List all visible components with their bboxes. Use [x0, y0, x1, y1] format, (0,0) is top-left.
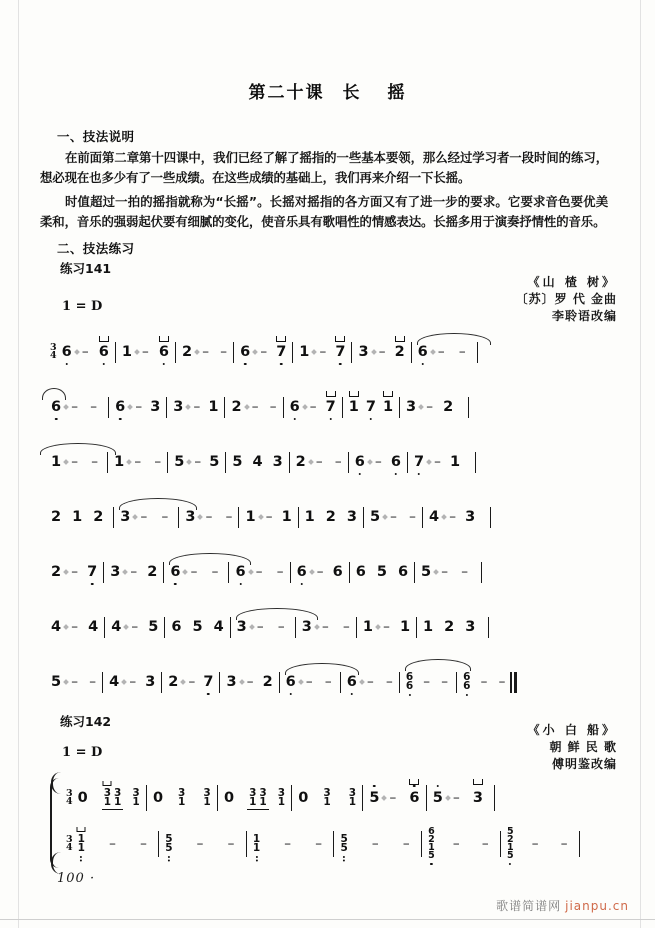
watermark [496, 897, 629, 914]
note: 2 [231, 398, 242, 415]
chord: 6 2 1 5 [428, 826, 435, 861]
exercise-141-credits [516, 274, 617, 325]
exercise-142-label: 练习142 [60, 714, 112, 729]
exercise-142-key-signature: 1 = D [62, 745, 103, 760]
rest: 0 [223, 789, 235, 806]
note: 5 [432, 789, 443, 806]
note: 1 [450, 453, 461, 470]
staff-system-3: 1 – – 1 – – 5 – 5 5 4 3 2 – – 6 – 6 7 – 1 [50, 440, 608, 484]
grand-staff-lower: 3 4 1 1 – – 5 5 – – 1 1 – – 5 5 – – 6 2 1 5 – – 5 2 1 5 – – [66, 822, 608, 866]
note: 6 [417, 343, 428, 360]
note: 6 [240, 343, 251, 360]
rest: 0 [77, 789, 88, 806]
note: 7 [325, 400, 337, 415]
chord: 1 1 [77, 835, 86, 853]
exercise-141-song-title: 《山 楂 树》 [527, 275, 617, 289]
time-signature: 3 4 [50, 341, 57, 361]
note: 6 [158, 345, 170, 360]
note: 1 [423, 618, 434, 635]
note: 2 [93, 508, 104, 525]
page-number: 100 · [57, 871, 96, 886]
note: 3 [236, 618, 247, 635]
chord: 6 6 [405, 671, 414, 692]
page-edge-right [640, 0, 641, 928]
note: 1 [121, 343, 132, 360]
staff-system-1: 3 4 6 – 6 1 – 6 2 – – 6 – 7 1 – 7 3 – 2 6 – – [50, 330, 608, 374]
note: 6 [354, 453, 365, 470]
chord: 3 1 [249, 787, 257, 808]
exercise-142-credits [528, 722, 617, 773]
note: 6 [390, 453, 401, 470]
note: 2 [51, 508, 62, 525]
chord: 5 5 [165, 833, 173, 854]
note: 3 [185, 508, 196, 525]
note: 1 [382, 400, 394, 415]
note: 2 [182, 343, 193, 360]
rest: 0 [152, 789, 164, 806]
note: 4 [111, 618, 122, 635]
note: 3 [301, 618, 312, 635]
note: 7 [275, 345, 287, 360]
note: 5 [192, 618, 203, 635]
note: 6 [235, 563, 246, 580]
note: 4 [51, 618, 62, 635]
note: 6 [355, 563, 366, 580]
note: 4 [109, 673, 120, 690]
note: 4 [252, 453, 263, 470]
note: 6 [397, 563, 409, 580]
note: 6 [296, 563, 307, 580]
note: 5 [51, 673, 62, 690]
chord: 3 1 [259, 787, 267, 808]
lesson-title-char1: 长 [342, 83, 362, 103]
note: 3 [145, 673, 156, 690]
page-edge-left [18, 0, 19, 928]
note: 3 [226, 673, 237, 690]
note: 1 [399, 618, 411, 635]
chord: 5 2 1 5 [506, 826, 514, 861]
chord: 3 1 [203, 787, 211, 808]
note: 6 [332, 563, 343, 580]
note: 5 [174, 453, 185, 470]
note: 1 [348, 400, 360, 415]
note: 1 [51, 453, 62, 470]
grand-staff-upper: 3 4 0 3 1 3 1 3 1 0 3 1 3 1 0 3 1 3 1 3 1 0 3 1 3 1 5 – 6 5 – 3 [66, 776, 608, 820]
note: 5 [209, 453, 220, 470]
staff-system-7: 5 – – 4 – 3 2 – 7 3 – 2 6 – – 6 – – 6 6 – – 6 6 – – [50, 660, 608, 704]
chord: 5 5 [340, 833, 348, 854]
rest: 0 [298, 789, 309, 806]
note: 3 [272, 453, 283, 470]
section-heading-technique-practice: 二、技法练习 [57, 241, 135, 256]
note: 6 [408, 791, 420, 806]
note: 2 [168, 673, 179, 690]
note: 6 [285, 673, 296, 690]
chord: 6 6 [463, 671, 471, 692]
note: 3 [173, 398, 184, 415]
chord: 3 1 [277, 787, 285, 808]
note: 4 [88, 618, 99, 635]
note: 3 [110, 563, 121, 580]
note: 2 [325, 508, 336, 525]
note: 3 [465, 508, 476, 525]
exercise-141-composer: 〔苏〕罗 代 金曲 [515, 292, 617, 306]
note: 2 [394, 345, 406, 360]
chord: 3 1 [178, 787, 186, 808]
tie [405, 659, 471, 671]
paragraph-technique-notes-1: 在前面第二章第十四课中，我们已经了解了摇指的一些基本要领，那么经过学习者一段时间的练习，想必现在也多少有了一些成绩。在这些成绩的基础上，我们再来介绍一下长摇。 [40, 150, 608, 185]
note: 5 [148, 618, 159, 635]
note: 6 [61, 343, 72, 360]
page-title [0, 78, 655, 103]
chord: 3 1 [132, 787, 140, 808]
note: 2 [262, 673, 273, 690]
note: 3 [150, 398, 161, 415]
note: 7 [334, 345, 346, 360]
note: 7 [413, 453, 425, 470]
note: 3 [406, 398, 417, 415]
note: 7 [87, 563, 98, 580]
note: 1 [281, 508, 292, 525]
lesson-number: 第二十课 [248, 83, 325, 103]
note: 6 [98, 345, 110, 360]
section-heading-technique-notes: 一、技法说明 [57, 129, 135, 144]
note: 4 [429, 508, 440, 525]
note: 7 [203, 673, 214, 690]
note: 2 [51, 563, 62, 580]
staff-system-5: 2 – 7 3 – 2 6 – – 6 – – 6 – 6 6 5 6 5 – – [50, 550, 608, 594]
note: 6 [171, 618, 182, 635]
exercise-142-composer: 朝 鲜 民 歌 [549, 740, 617, 754]
note: 1 [362, 618, 373, 635]
note: 7 [365, 398, 376, 415]
note: 1 [304, 508, 315, 525]
note: 5 [421, 563, 432, 580]
note: 3 [346, 508, 357, 525]
time-signature: 3 4 [66, 833, 73, 853]
paragraph-technique-notes-2: 时值超过一拍的摇指就称为“长摇”。长摇对摇指的各方面又有了进一步的要求。它要求音色要优美柔和，音乐的强弱起伏要有细腻的变化，使音乐具有歌唱性的情感表达。长摇多用于演奏抒情性的音乐。 [40, 194, 608, 229]
note: 6 [51, 398, 62, 415]
note: 3 [472, 791, 484, 806]
chord: 1 1 [252, 833, 261, 854]
staff-system-4: 2 1 2 3 – – 3 – – 1 – 1 1 2 3 5 – – 4 – 3 [50, 495, 608, 539]
note: 1 [114, 453, 125, 470]
note: 3 [465, 618, 476, 635]
tie [417, 333, 491, 345]
exercise-141-key-signature: 1 = D [62, 299, 103, 314]
watermark-label: 歌谱简谱网 [496, 899, 562, 913]
note: 4 [213, 618, 224, 635]
exercise-142-song-title: 《小 白 船》 [527, 723, 617, 737]
note: 6 [289, 398, 300, 415]
note: 5 [369, 789, 380, 806]
lesson-title-char2: 摇 [387, 83, 407, 103]
staff-system-2: 6 – – 6 – 3 3 – 1 2 – – 6 – 7 1 7 1 3 – 2 [50, 385, 608, 429]
staff-brace [50, 778, 66, 868]
exercise-142-arranger: 傅明鉴改编 [551, 757, 617, 771]
final-barline [510, 672, 517, 693]
note: 2 [443, 398, 454, 415]
note: 6 [346, 673, 357, 690]
note: 2 [444, 618, 455, 635]
watermark-site: jianpu.cn [565, 899, 629, 913]
chord: 3 1 [323, 787, 331, 808]
note: 1 [208, 398, 219, 415]
note: 5 [376, 563, 387, 580]
time-signature: 3 4 [66, 787, 73, 807]
note: 1 [299, 343, 310, 360]
note: 1 [72, 508, 83, 525]
note: 5 [369, 508, 381, 525]
staff-system-6: 4 – 4 4 – 5 6 5 4 3 – – 3 – – 1 – 1 1 2 3 [50, 605, 608, 649]
note: 5 [232, 453, 243, 470]
grand-staff-142 [50, 776, 608, 871]
note: 2 [147, 563, 158, 580]
note: 2 [295, 453, 306, 470]
exercise-141-arranger: 李聆语改编 [551, 309, 617, 323]
chord: 3 1 [348, 787, 357, 808]
note: 3 [120, 508, 131, 525]
note: 6 [115, 398, 126, 415]
chord: 3 1 [114, 787, 122, 808]
chord: 3 1 [103, 789, 112, 807]
note: 6 [170, 563, 181, 580]
note: 1 [245, 508, 256, 525]
page-edge-bottom [0, 919, 655, 920]
exercise-141-label: 练习141 [60, 261, 112, 276]
note: 3 [358, 343, 369, 360]
